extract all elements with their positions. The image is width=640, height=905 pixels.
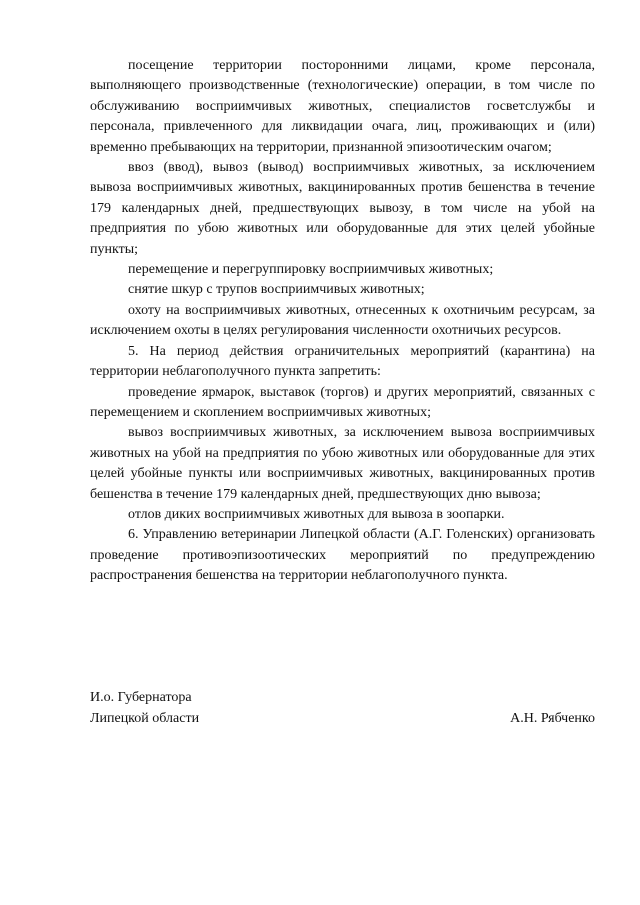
paragraph-visit-restriction: посещение территории посторонними лицами, кроме персонала, выполняющего производственные (технологические) операции, в том числе по обслуживанию восприимчивых животных, специалистов госветслужбы и персонала, привлеченного для ликвидации очага, лиц, проживающих и (или) временно пребывающих на территории, признанной эпизоотическим очагом; — [90, 58, 595, 155]
paragraph-skinning: снятие шкур с трупов восприимчивых животных; — [128, 282, 425, 298]
paragraph-hunting: охоту на восприимчивых животных, отнесенных к охотничьим ресурсам, за исключением охоты в целях регулирования численности охотничьих ресурсов. — [90, 302, 595, 339]
document-body — [90, 56, 595, 587]
signature-row — [90, 708, 595, 729]
paragraph-item-6: 6. Управлению ветеринарии Липецкой области (А.Г. Голенских) организовать проведение противоэпизоотических мероприятий по предупреждению распространения бешенства на территории неблагополучного пункта. — [90, 527, 595, 584]
paragraph-export-animals: вывоз восприимчивых животных, за исключением вывоза восприимчивых животных на убой на предприятия по убою животных или оборудованные для этих целей убойные пункты или восприимчивых животных, вакцинированных против бешенства в течение 179 календарных дней, предшествующих дню вывоза; — [90, 425, 595, 502]
paragraph-regrouping: перемещение и перегруппировку восприимчивых животных; — [128, 262, 494, 278]
paragraph-import-export: ввоз (ввод), вывоз (вывод) восприимчивых животных, за исключением вывоза восприимчивых животных, вакцинированных против бешенства в течение 179 календарных дней, предшествующих вывозу, в том числе на убой на предприятия по убою животных или оборудованные для этих целей убойные пункты; — [90, 160, 595, 257]
signature-title-line1: И.о. Губернатора — [90, 690, 192, 705]
paragraph-fairs: проведение ярмарок, выставок (торгов) и других мероприятий, связанных с перемещением и скоплением восприимчивых животных; — [90, 384, 595, 420]
paragraph-capture-wild: отлов диких восприимчивых животных для вывоза в зоопарки. — [128, 506, 505, 522]
signatory-name: А.Н. Рябченко — [510, 711, 595, 726]
paragraph-item-5: 5. На период действия ограничительных мероприятий (карантина) на территории неблагополучного пункта запретить: — [90, 343, 595, 380]
signature-title-line2: Липецкой области — [90, 711, 200, 726]
signature-block — [90, 687, 595, 729]
